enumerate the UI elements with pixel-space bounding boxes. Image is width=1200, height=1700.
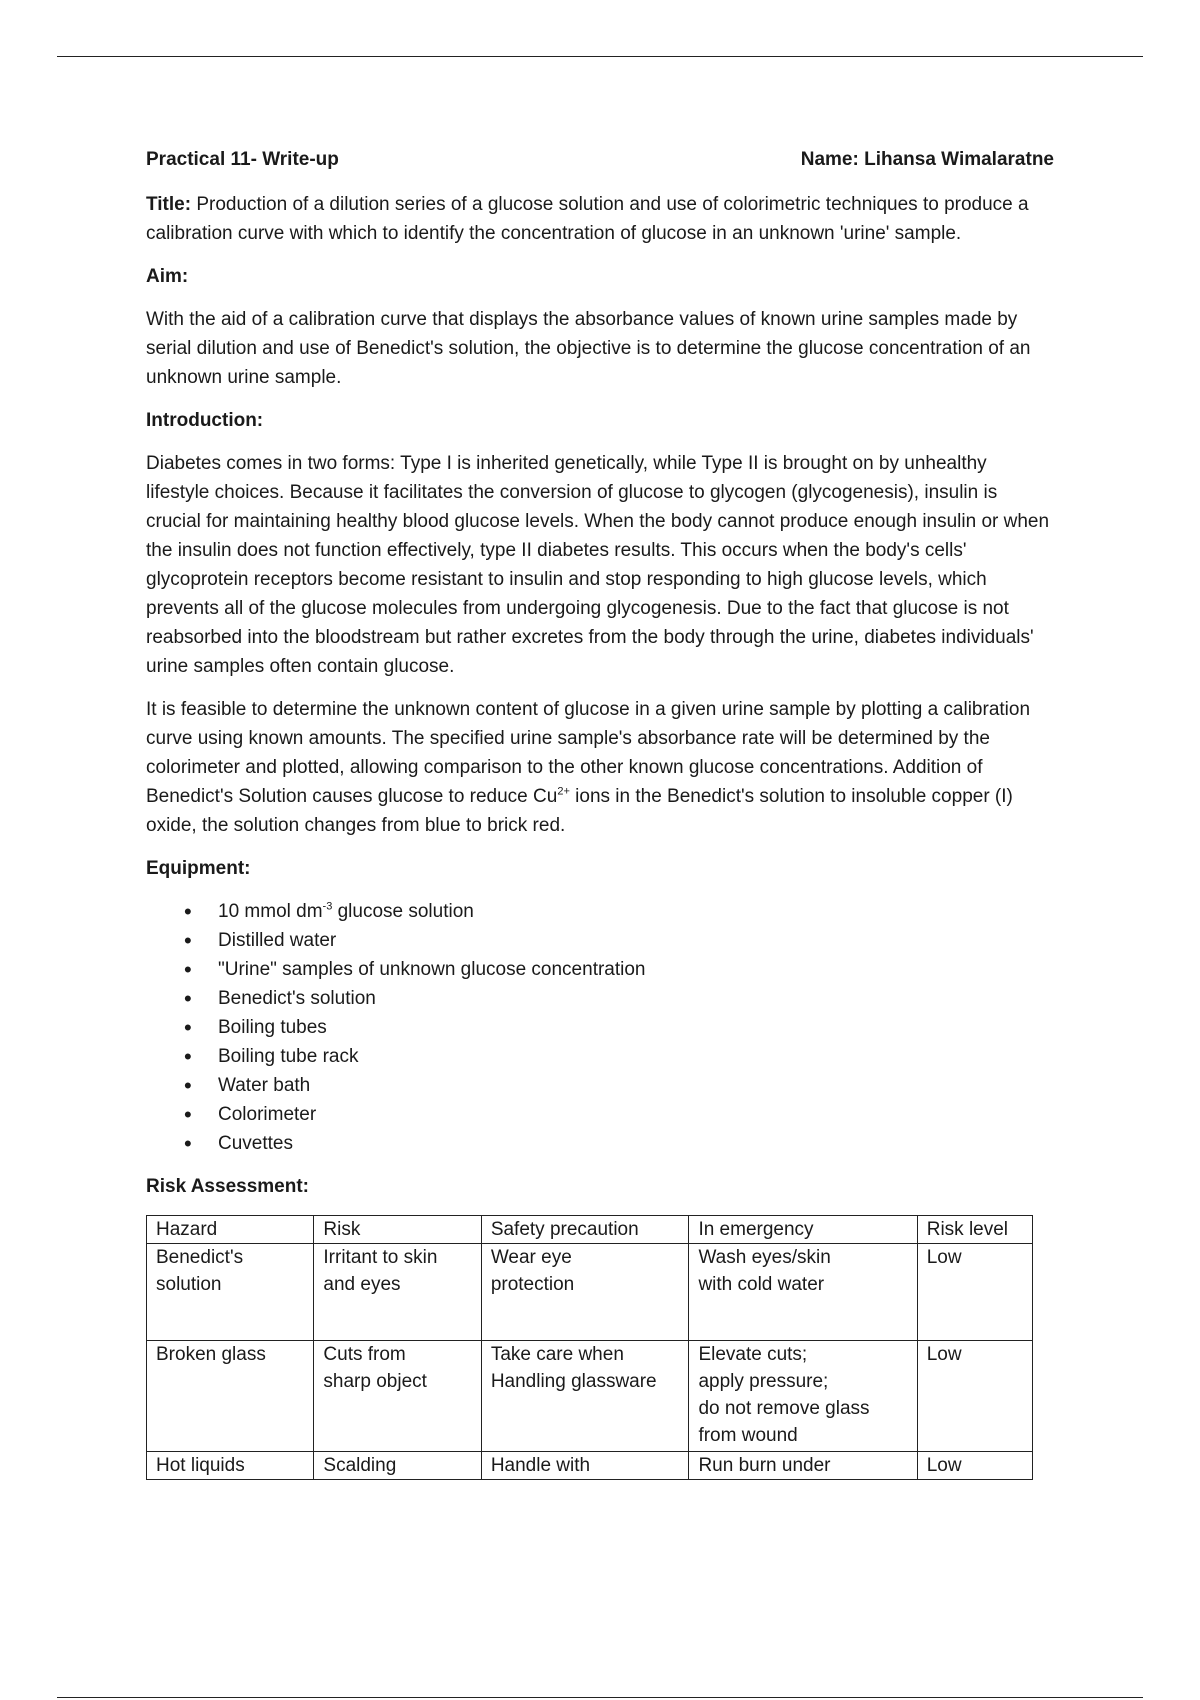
table-row [147, 1244, 1033, 1341]
equipment-item: • Distilled water [146, 926, 1054, 955]
introduction-paragraph-2 [146, 695, 1054, 840]
table-cell: Elevate cuts; apply pressure; do not remove glass from wound [689, 1341, 917, 1452]
equipment-item: • "Urine" samples of unknown glucose concentration [146, 955, 1054, 984]
document-page [146, 145, 1054, 1480]
title-text: Production of a dilution series of a glucose solution and use of colorimetric techniques to produce a calibration curve with which to identify the concentration of glucose in an unknown 'urine' sample. [146, 194, 1029, 244]
table-cell: Benedict's solution [147, 1244, 314, 1341]
equipment-item [146, 897, 1054, 926]
intro-p2-text-a: It is feasible to determine the unknown content of glucose in a given urine sample by plotting a calibration curve using known amounts. The specified urine sample's absorbance rate will be determined by the colorimeter and plotted, allowing comparison to the other known glucose concentrations. Addition of Benedict's Solution causes glucose to reduce Cu [146, 699, 1031, 807]
equipment-item: • Boiling tubes [146, 1013, 1054, 1042]
equipment-list [146, 897, 1054, 1158]
equipment-item: • Benedict's solution [146, 984, 1054, 1013]
risk-assessment-heading: Risk Assessment: [146, 1176, 309, 1197]
equipment-heading: Equipment: [146, 858, 251, 879]
equipment-item: • Colorimeter [146, 1100, 1054, 1129]
table-cell: Handle with [481, 1452, 689, 1480]
equipment-item-text-b: glucose solution [332, 901, 474, 922]
column-header-risk-level: Risk level [917, 1216, 1032, 1244]
equipment-item: • Boiling tube rack [146, 1042, 1054, 1071]
intro-p2-text-b: ions in the Benedict's solution to insoluble copper (I) oxide, the solution changes from blue to brick red. [146, 786, 1013, 836]
table-header-row [147, 1216, 1033, 1244]
aim-heading: Aim: [146, 266, 189, 287]
table-cell: Wash eyes/skin with cold water [689, 1244, 917, 1341]
table-cell: Run burn under [689, 1452, 917, 1480]
table-cell: Cuts from sharp object [314, 1341, 481, 1452]
table-row [147, 1341, 1033, 1452]
table-row [147, 1452, 1033, 1480]
table-cell: Wear eye protection [481, 1244, 689, 1341]
table-cell: Take care when Handling glassware [481, 1341, 689, 1452]
table-cell: Scalding [314, 1452, 481, 1480]
introduction-heading: Introduction: [146, 410, 264, 431]
practical-title: Practical 11- Write-up [146, 149, 339, 170]
equipment-item: • Water bath [146, 1071, 1054, 1100]
equipment-item-text-a: 10 mmol dm [218, 901, 323, 922]
table-cell: Low [917, 1452, 1032, 1480]
aim-text: With the aid of a calibration curve that displays the absorbance values of known urine samples made by serial dilution and use of Benedict's solution, the objective is to determine the glucose concentration of an unknown urine sample. [146, 309, 1031, 388]
title-paragraph [146, 190, 1054, 248]
table-cell: Hot liquids [147, 1452, 314, 1480]
bottom-rule [57, 1697, 1143, 1698]
risk-assessment-table [146, 1215, 1033, 1480]
top-rule [57, 56, 1143, 57]
title-label: Title: [146, 194, 192, 215]
column-header-risk: Risk [314, 1216, 481, 1244]
column-header-safety-precaution: Safety precaution [481, 1216, 689, 1244]
table-cell: Irritant to skin and eyes [314, 1244, 481, 1341]
equipment-item: • Cuvettes [146, 1129, 1054, 1158]
document-header [146, 145, 1054, 174]
unit-exponent: -3 [322, 900, 333, 913]
column-header-hazard: Hazard [147, 1216, 314, 1244]
introduction-paragraph-1: Diabetes comes in two forms: Type I is inherited genetically, while Type II is brought on by unhealthy lifestyle choices. Because it facilitates the conversion of glucose to glycogen (glycogenesis), insulin is crucial for maintaining healthy blood glucose levels. When the body cannot produce enough insulin or when the insulin does not function effectively, type II diabetes results. This occurs when the body's cells' glycoprotein receptors become resistant to insulin and stop responding to high glucose levels, which prevents all of the glucose molecules from undergoing glycogenesis. Due to the fact that glucose is not reabsorbed into the bloodstream but rather excretes from the body through the urine, diabetes individuals' urine samples often contain glucose. [146, 453, 1050, 677]
copper-ion-charge: 2+ [557, 785, 570, 798]
author-name: Name: Lihansa Wimalaratne [800, 149, 1054, 170]
column-header-in-emergency: In emergency [689, 1216, 917, 1244]
table-cell: Broken glass [147, 1341, 314, 1452]
table-cell: Low [917, 1244, 1032, 1341]
table-cell: Low [917, 1341, 1032, 1452]
